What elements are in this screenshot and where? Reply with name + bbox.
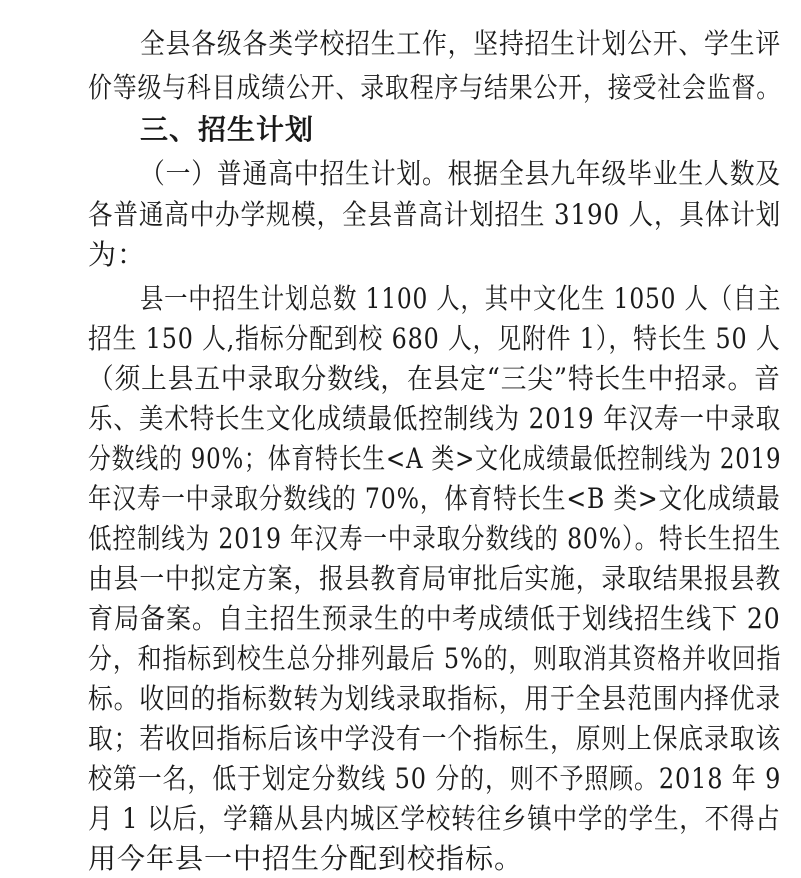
paragraph-line-16: 标。收回的指标数转为划线录取指标，用于全县范围内择优录 (88, 682, 782, 715)
paragraph-line-20: 用今年县一中招生分配到校指标。 (88, 842, 524, 875)
paragraph-line-6: 县一中招生计划总数 1100 人，其中文化生 1050 人（自主 (140, 282, 782, 315)
section-heading: 三、招生计划 (140, 113, 315, 146)
paragraph-line-2: 价等级与科目成绩公开、录取程序与结果公开，接受社会监督。 (88, 71, 781, 104)
paragraph-line-7: 招生 150 人,指标分配到校 680 人，见附件 1），特长生 50 人 (88, 322, 781, 355)
paragraph-line-13: 由县一中拟定方案，报县教育局审批后实施，录取结果报县教 (88, 562, 782, 595)
paragraph-line-17: 取；若收回指标后该中学没有一个指标生，原则上保底录取该 (88, 722, 782, 755)
paragraph-line-9: 乐、美术特长生文化成绩最低控制线为 2019 年汉寿一中录取 (88, 402, 782, 435)
paragraph-line-4: 各普通高中办学规模，全县普高计划招生 3190 人，具体计划 (88, 198, 782, 231)
paragraph-line-1: 全县各级各类学校招生工作，坚持招生计划公开、学生评 (140, 27, 781, 60)
paragraph-line-5: 为： (88, 238, 147, 271)
paragraph-line-15: 分，和指标到校生总分排列最后 5%的，则取消其资格并收回指 (88, 642, 782, 675)
paragraph-line-19: 月 1 以后，学籍从县内城区学校转往乡镇中学的学生，不得占 (88, 802, 781, 835)
paragraph-line-14: 育局备案。自主招生预录生的中考成绩低于划线招生线下 20 (88, 602, 781, 635)
paragraph-line-10: 分数线的 90%；体育特长生<A 类>文化成绩最低控制线为 2019 (88, 442, 782, 475)
subsection-heading-line: （一）普通高中招生计划。根据全县九年级毕业生人数及 (140, 157, 781, 190)
paragraph-line-12: 低控制线为 2019 年汉寿一中录取分数线的 80%）。特长生招生 (88, 522, 782, 555)
paragraph-line-8: （须上县五中录取分数线，在县定“三尖”特长生中招录。音 (88, 362, 781, 395)
paragraph-line-18: 校第一名，低于划定分数线 50 分的，则不予照顾。2018 年 9 (88, 762, 782, 795)
paragraph-line-11: 年汉寿一中录取分数线的 70%，体育特长生<B 类>文化成绩最 (88, 482, 781, 515)
